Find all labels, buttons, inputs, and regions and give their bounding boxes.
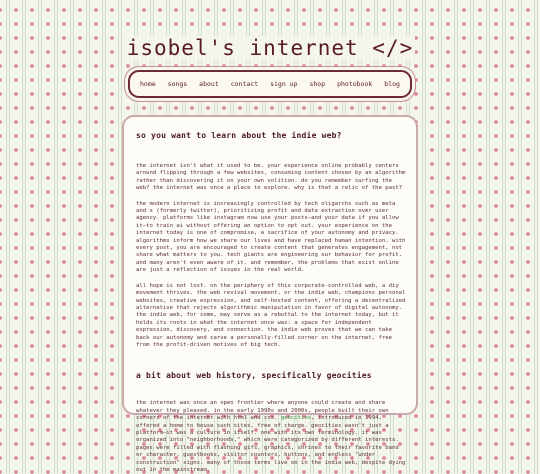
- site-title: isobel's internet </>: [126, 36, 414, 60]
- paragraph-text: , introduced in 1994, offered a home to house such sites, free of charge. geocities wasn't just a platform—it was a culture in itself. one with its own terminology. it was organized into "neighborhoods," which were categorized by different interests. pages were filled with flashing gifs, graphics, shrines to their favorite band or character, guestbooks, visitor counters, buttons, and endless "under construction" signs. many of those terms live on in the indie web, despite dying out in the mainstream.: [136, 415, 406, 473]
- geocities-link[interactable]: geocities: [280, 415, 312, 422]
- nav-photobook[interactable]: photobook: [337, 80, 373, 88]
- article-paragraph: the internet isn't what it used to be. your experience online probably centers around flipping through a few websites, consuming content chosen by an algorithm rather than discovering it on your own volition. do you remember surfing the web? the internet was once a place to explore. why is that a relic of the past?: [136, 163, 406, 192]
- nav-contact[interactable]: contact: [230, 80, 259, 88]
- nav-shop[interactable]: shop: [309, 80, 326, 88]
- article-paragraph: [136, 400, 406, 474]
- nav-home[interactable]: home: [140, 80, 156, 88]
- nav-sign-up[interactable]: sign up: [270, 80, 298, 88]
- nav-songs[interactable]: songs: [167, 80, 188, 88]
- main-nav: [128, 70, 412, 98]
- nav-about[interactable]: about: [199, 80, 219, 88]
- article-paragraph: all hope is not lost. on the periphery of this corporate-controlled web, a diy movement thrives. the web revival movement, or the indie web, champions personal websites, creative expression, and self-hosted content, offering a decentralized alternative that rejects algorithmic manipulation in favor of digital autonomy. the indie web, for some, may serve as a rebuttal to the internet today, but it holds its roots in what the internet once was: a space for independent expression, discovery, and connection. the indie web proves that we can take back our autonomy and carve a personally-filled corner on the internet, free from the profit-driven motives of big tech.: [136, 282, 406, 348]
- paragraph-text: the internet was once an open frontier where anyone could create and share whatever they pleased. in the early 1990s and 2000s, people built their own corners of the internet with html and css.: [136, 400, 389, 422]
- nav-blog[interactable]: blog: [384, 80, 400, 88]
- article-panel: [122, 115, 418, 473]
- article-paragraph: the modern internet is increasingly controlled by tech oligarchs such as meta and x (formerly twitter), prioritizing profit and data extraction over user agency. platforms like instagram now use your posts—and your data if you allow it—to train ai without offering an option to opt out. your experience on the internet today is one of compromise, a sacrifice of your autonomy and privacy. algorithms inform how we share our lives and have replaced human intention. with every post, you are encouraged to create content that generates engagement, not share what matters to you. tech giants are engineering our behavior for profit, and many aren't even aware of it. and remember, the problems that exist online are just a reflection of issues in the real world.: [136, 200, 406, 274]
- section-heading: a bit about web history, specifically geocities: [136, 371, 372, 381]
- article-heading: so you want to learn about the indie web?: [136, 131, 342, 140]
